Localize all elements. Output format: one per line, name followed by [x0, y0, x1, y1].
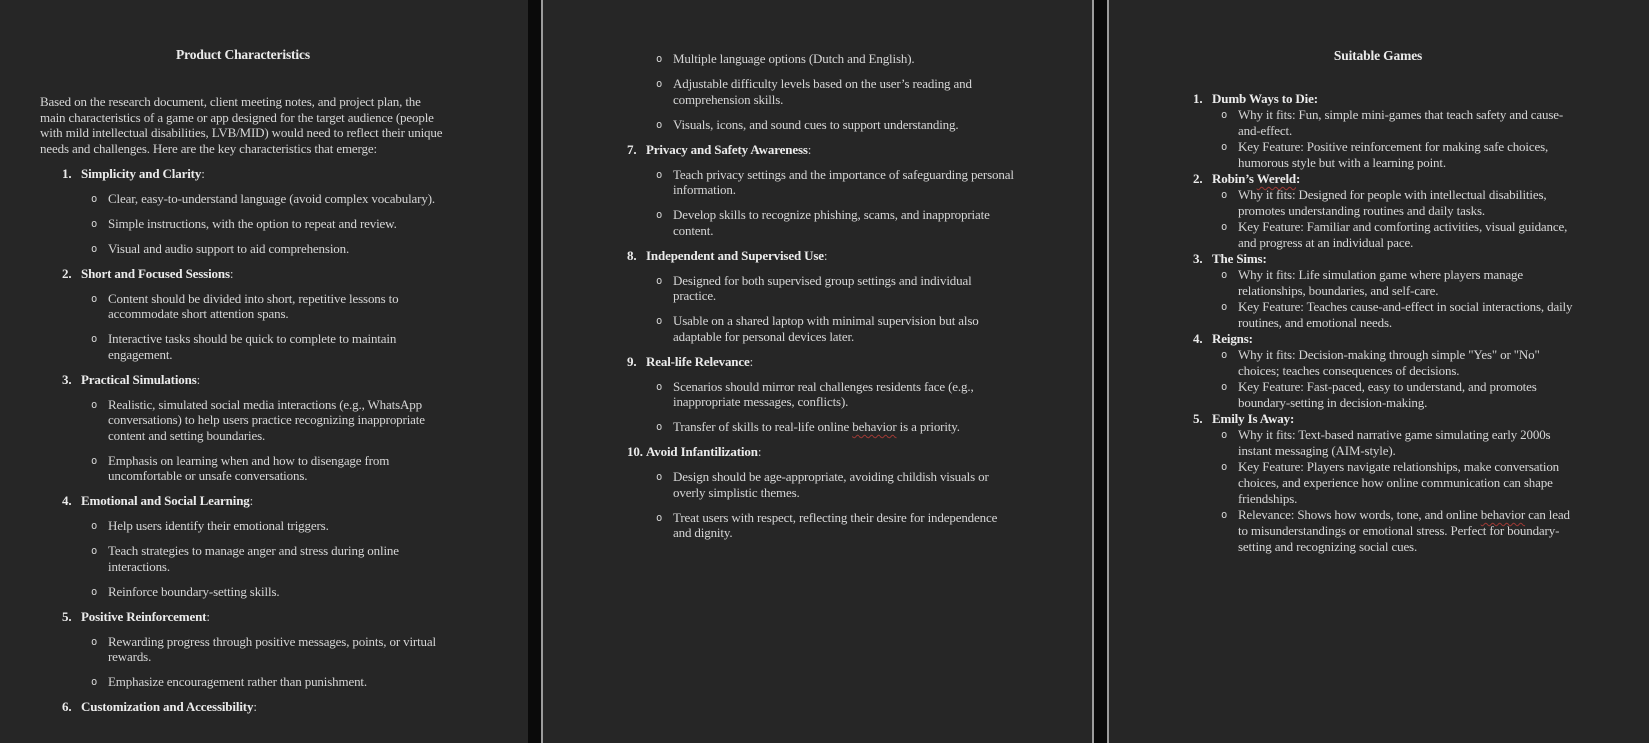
- text-line: Key Feature: Players navigate relationships, make conversation: [1238, 459, 1560, 474]
- text-line: Based on the research document, client meeting notes, and project plan, the: [40, 94, 421, 109]
- bullet-item: [0, 397, 528, 444]
- text-line: Why it fits: Decision-making through simple "Yes" or "No": [1238, 347, 1540, 362]
- bullet-marker-icon: o: [91, 454, 98, 467]
- text-line: Emphasize encouragement rather than punishment.: [108, 674, 367, 689]
- text-line: accommodate short attention spans.: [108, 306, 289, 321]
- bullet-marker-icon: o: [1221, 301, 1228, 313]
- bullet-item: [1109, 139, 1649, 171]
- bullet-item: [543, 76, 1092, 107]
- document-page-2[interactable]: [541, 0, 1094, 743]
- text-line: friendships.: [1238, 491, 1298, 506]
- numbered-item: [627, 142, 1092, 158]
- item-colon: :: [1248, 331, 1253, 346]
- intro-paragraph: [40, 94, 528, 156]
- page-heading: Suitable Games: [1333, 48, 1423, 63]
- text-line: Reinforce boundary-setting skills.: [108, 583, 280, 599]
- list-number: 9.: [627, 353, 637, 369]
- item-title: Customization and Accessibility: [81, 699, 254, 714]
- bullet-marker-icon: o: [1221, 429, 1228, 441]
- item-title: Practical Simulations: [81, 371, 197, 387]
- numbered-item: [1193, 331, 1649, 347]
- item-colon: :: [249, 493, 254, 508]
- text-line: Interactive tasks should be quick to complete to maintain: [108, 331, 397, 346]
- document-page-3[interactable]: [1107, 0, 1649, 743]
- text-line: [1193, 411, 1649, 427]
- item-title: Short and Focused Sessions: [81, 265, 230, 281]
- page-body: [543, 51, 1092, 541]
- text-line: Relevance: Shows how words, tone, and online behavior can lead: [1238, 507, 1570, 522]
- item-colon: :: [749, 353, 754, 369]
- item-title: The Sims: [1212, 251, 1263, 266]
- bullet-item: [0, 634, 528, 665]
- text-line: comprehension skills.: [673, 91, 784, 107]
- item-title: Real-life Relevance: [646, 353, 750, 369]
- bullet-item: [543, 273, 1092, 304]
- text-line: Key Feature: Positive reinforcement for making safe choices,: [1238, 139, 1549, 154]
- list-number: 4.: [1193, 331, 1203, 346]
- text-line: [62, 266, 528, 282]
- text-line: conversations) to help users practice recognizing inappropriate: [108, 412, 425, 427]
- text-line: Visuals, icons, and sound cues to support understanding.: [673, 116, 959, 132]
- text-line: Adjustable difficulty levels based on the user’s reading and: [673, 76, 972, 91]
- text-line: Rewarding progress through positive messages, points, or virtual: [108, 633, 436, 649]
- bullet-item: [0, 331, 528, 362]
- text-line: and dignity.: [673, 525, 733, 540]
- bullet-item: [1109, 107, 1649, 139]
- text-line: Why it fits: Designed for people with intellectual disabilities,: [1238, 187, 1547, 202]
- text-line: rewards.: [108, 649, 152, 664]
- document-page-1[interactable]: [0, 0, 528, 743]
- bullet-marker-icon: o: [1221, 189, 1228, 201]
- text-line: practice.: [673, 288, 717, 303]
- bullet-item: [0, 674, 528, 690]
- page-body: [0, 94, 528, 715]
- text-line: instant messaging (AIM-style).: [1238, 443, 1396, 458]
- bullet-marker-icon: o: [91, 242, 98, 255]
- list-number: 6.: [62, 699, 72, 714]
- bullet-marker-icon: o: [91, 545, 98, 557]
- bullet-item: [1109, 459, 1649, 507]
- bullet-item: [0, 584, 528, 600]
- text-line: routines, and emotional needs.: [1238, 315, 1392, 330]
- bullet-item: [1109, 219, 1649, 251]
- item-colon: :: [757, 444, 762, 459]
- item-title: Emily Is Away: [1212, 411, 1290, 426]
- bullet-marker-icon: o: [656, 274, 663, 287]
- numbered-item: [62, 372, 528, 388]
- text-line: Develop skills to recognize phishing, scams, and inappropriate: [673, 207, 990, 222]
- item-title: Avoid Infantilization: [646, 444, 758, 459]
- page-heading: Product Characteristics: [176, 47, 310, 62]
- text-line: Design should be age-appropriate, avoiding childish visuals or: [673, 469, 989, 484]
- text-line: Key Feature: Fast-paced, easy to understand, and promotes: [1238, 379, 1537, 394]
- bullet-item: [1109, 507, 1649, 555]
- numbered-item: [62, 699, 528, 715]
- item-title: Reigns: [1212, 331, 1249, 346]
- bullet-item: [543, 167, 1092, 198]
- item-colon: :: [253, 699, 257, 714]
- text-line: adaptable for personal devices later.: [673, 328, 855, 344]
- numbered-item: [62, 166, 528, 182]
- text-line: [62, 609, 528, 625]
- text-line: relationships, boundaries, and self-care.: [1238, 283, 1439, 298]
- text-line: Transfer of skills to real-life online behavior is a priority.: [673, 419, 960, 434]
- bullet-item: [543, 469, 1092, 500]
- item-title: Privacy and Safety Awareness: [646, 141, 808, 157]
- text-line: needs and challenges. Here are the key characteristics that emerge:: [40, 140, 377, 156]
- text-line: Emphasis on learning when and how to disengage from: [108, 452, 390, 468]
- text-line: [1193, 251, 1649, 267]
- numbered-item: [627, 354, 1092, 370]
- list-number: 2.: [62, 265, 72, 281]
- numbered-item: [1193, 171, 1649, 187]
- text-line: and progress at an individual pace.: [1238, 235, 1414, 250]
- text-line: Treat users with respect, reflecting their desire for independence: [673, 509, 998, 525]
- bullet-item: [1109, 187, 1649, 219]
- text-line: promotes understanding routines and daily tasks.: [1238, 203, 1485, 218]
- list-number: 8.: [627, 247, 637, 263]
- numbered-item: [1193, 411, 1649, 427]
- text-line: setting and recognizing social cues.: [1238, 539, 1418, 554]
- bullet-marker-icon: o: [656, 511, 663, 524]
- text-line: Realistic, simulated social media interactions (e.g., WhatsApp: [108, 396, 422, 412]
- bullet-item: [543, 510, 1092, 541]
- list-number: 1.: [62, 165, 72, 181]
- bullet-marker-icon: o: [1221, 349, 1228, 361]
- numbered-item: [627, 444, 1092, 460]
- text-line: Teach privacy settings and the importance of safeguarding personal: [673, 166, 1014, 182]
- text-line: to misunderstandings or emotional stress. Perfect for boundary-: [1238, 523, 1560, 538]
- text-line: Scenarios should mirror real challenges residents face (e.g.,: [673, 378, 974, 394]
- numbered-item: [1193, 91, 1649, 107]
- item-title: Dumb Ways to Die: [1212, 91, 1314, 106]
- item-colon: :: [1262, 251, 1267, 266]
- bullet-marker-icon: o: [1221, 141, 1228, 153]
- text-line: inappropriate messages, conflicts).: [673, 394, 849, 409]
- text-line: choices; teaches consequences of decisions.: [1238, 363, 1460, 378]
- item-colon: :: [206, 608, 210, 624]
- item-colon: :: [1290, 411, 1295, 426]
- misspelled-word: behavior: [1480, 507, 1526, 522]
- text-line: Content should be divided into short, repetitive lessons to: [108, 290, 399, 306]
- text-line: engagement.: [108, 346, 173, 362]
- bullet-item: [0, 191, 528, 207]
- bullet-marker-icon: o: [1221, 269, 1228, 281]
- bullet-marker-icon: o: [656, 118, 663, 131]
- list-number: 3.: [62, 371, 72, 387]
- text-line: [1193, 91, 1649, 107]
- bullet-item: [1109, 379, 1649, 411]
- bullet-item: [543, 51, 1092, 67]
- text-line: [627, 248, 1092, 264]
- text-line: boundary-setting in decision-making.: [1238, 395, 1428, 410]
- item-colon: :: [196, 371, 201, 387]
- text-line: [627, 354, 1092, 370]
- text-line: overly simplistic themes.: [673, 484, 800, 500]
- item-title: Independent and Supervised Use: [646, 247, 824, 263]
- text-line: Key Feature: Teaches cause-and-effect in social interactions, daily: [1238, 299, 1573, 314]
- misspelled-word: behavior: [852, 419, 897, 434]
- text-line: and-effect.: [1238, 123, 1293, 138]
- numbered-item: [627, 248, 1092, 264]
- bullet-marker-icon: o: [91, 292, 98, 305]
- text-line: [627, 444, 1092, 460]
- list-number: 1.: [1193, 91, 1203, 106]
- bullet-marker-icon: o: [656, 421, 663, 433]
- bullet-item: [0, 453, 528, 484]
- text-line: Why it fits: Life simulation game where players manage: [1238, 267, 1524, 282]
- text-line: humorous style but with a learning point.: [1238, 155, 1446, 170]
- bullet-item: [1109, 299, 1649, 331]
- bullet-marker-icon: o: [656, 209, 663, 221]
- text-line: content and setting boundaries.: [108, 427, 266, 443]
- bullet-marker-icon: o: [656, 53, 663, 65]
- page-body: [1109, 91, 1649, 555]
- item-title: Simplicity and Clarity: [81, 165, 202, 181]
- text-line: [62, 699, 528, 715]
- text-line: content.: [673, 222, 714, 238]
- text-line: Key Feature: Familiar and comforting activities, visual guidance,: [1238, 219, 1568, 234]
- list-number: 4.: [62, 493, 72, 508]
- text-line: information.: [673, 182, 736, 197]
- bullet-item: [543, 117, 1092, 133]
- text-line: Usable on a shared laptop with minimal supervision but also: [673, 313, 979, 328]
- bullet-item: [543, 207, 1092, 238]
- bullet-marker-icon: o: [91, 520, 98, 532]
- text-line: choices, and experience how online communication can shape: [1238, 475, 1553, 490]
- text-line: [62, 166, 528, 182]
- text-line: [1193, 331, 1649, 347]
- item-colon: :: [823, 247, 828, 263]
- bullet-marker-icon: o: [1221, 461, 1228, 473]
- item-title: Robin’s Wereld: [1212, 171, 1296, 186]
- bullet-marker-icon: o: [91, 192, 98, 205]
- misspelled-word: Wereld: [1256, 171, 1296, 186]
- item-colon: :: [1296, 171, 1301, 186]
- list-number: 2.: [1193, 171, 1203, 186]
- item-colon: :: [807, 141, 812, 157]
- bullet-item: [1109, 347, 1649, 379]
- bullet-marker-icon: o: [656, 168, 663, 181]
- bullet-marker-icon: o: [1221, 509, 1228, 521]
- bullet-item: [1109, 267, 1649, 299]
- item-colon: :: [1313, 91, 1318, 106]
- list-number: 3.: [1193, 251, 1203, 266]
- bullet-item: [0, 543, 528, 574]
- bullet-marker-icon: o: [91, 217, 98, 230]
- bullet-marker-icon: o: [1221, 221, 1228, 233]
- list-number: 5.: [62, 608, 72, 624]
- item-colon: :: [229, 265, 234, 281]
- text-line: [62, 372, 528, 388]
- text-line: Clear, easy-to-understand language (avoid complex vocabulary).: [108, 190, 435, 206]
- bullet-marker-icon: o: [656, 471, 663, 483]
- bullet-marker-icon: o: [91, 585, 98, 598]
- numbered-item: [62, 266, 528, 282]
- text-line: Help users identify their emotional triggers.: [108, 518, 329, 533]
- numbered-item: [1193, 251, 1649, 267]
- item-title: Positive Reinforcement: [81, 608, 207, 624]
- numbered-item: [62, 609, 528, 625]
- bullet-item: [543, 313, 1092, 344]
- text-line: with mild intellectual disabilities, LVB/MID) would need to reflect their unique: [40, 125, 443, 140]
- list-number: 10.: [627, 444, 643, 459]
- bullet-item: [543, 419, 1092, 435]
- text-line: [62, 493, 528, 509]
- bullet-marker-icon: o: [656, 380, 663, 393]
- text-line: uncomfortable or unsafe conversations.: [108, 468, 308, 483]
- text-line: [1193, 171, 1649, 187]
- text-line: [627, 142, 1092, 158]
- text-line: Visual and audio support to aid comprehension.: [108, 240, 350, 256]
- bullet-item: [1109, 427, 1649, 459]
- item-colon: :: [201, 165, 205, 181]
- bullet-marker-icon: o: [656, 78, 663, 90]
- bullet-item: [0, 518, 528, 534]
- text-line: main characteristics of a game or app designed for the target audience (people: [40, 109, 434, 125]
- list-number: 5.: [1193, 411, 1203, 426]
- text-line: Why it fits: Text-based narrative game simulating early 2000s: [1238, 427, 1551, 442]
- text-line: Simple instructions, with the option to repeat and review.: [108, 215, 397, 231]
- bullet-marker-icon: o: [1221, 109, 1228, 121]
- text-line: Teach strategies to manage anger and stress during online: [108, 543, 399, 558]
- bullet-item: [543, 379, 1092, 410]
- bullet-item: [0, 216, 528, 232]
- bullet-item: [0, 241, 528, 257]
- bullet-marker-icon: o: [656, 315, 663, 327]
- numbered-item: [62, 493, 528, 509]
- bullet-marker-icon: o: [91, 398, 98, 411]
- bullet-marker-icon: o: [1221, 381, 1228, 393]
- text-line: Multiple language options (Dutch and English).: [673, 51, 915, 66]
- bullet-marker-icon: o: [91, 676, 98, 688]
- bullet-marker-icon: o: [91, 635, 98, 648]
- text-line: interactions.: [108, 558, 170, 574]
- bullet-item: [0, 291, 528, 322]
- bullet-marker-icon: o: [91, 333, 98, 345]
- text-line: Designed for both supervised group settings and individual: [673, 272, 972, 288]
- text-line: Why it fits: Fun, simple mini-games that teach safety and cause-: [1238, 107, 1564, 122]
- item-title: Emotional and Social Learning: [81, 493, 250, 508]
- list-number: 7.: [627, 141, 637, 157]
